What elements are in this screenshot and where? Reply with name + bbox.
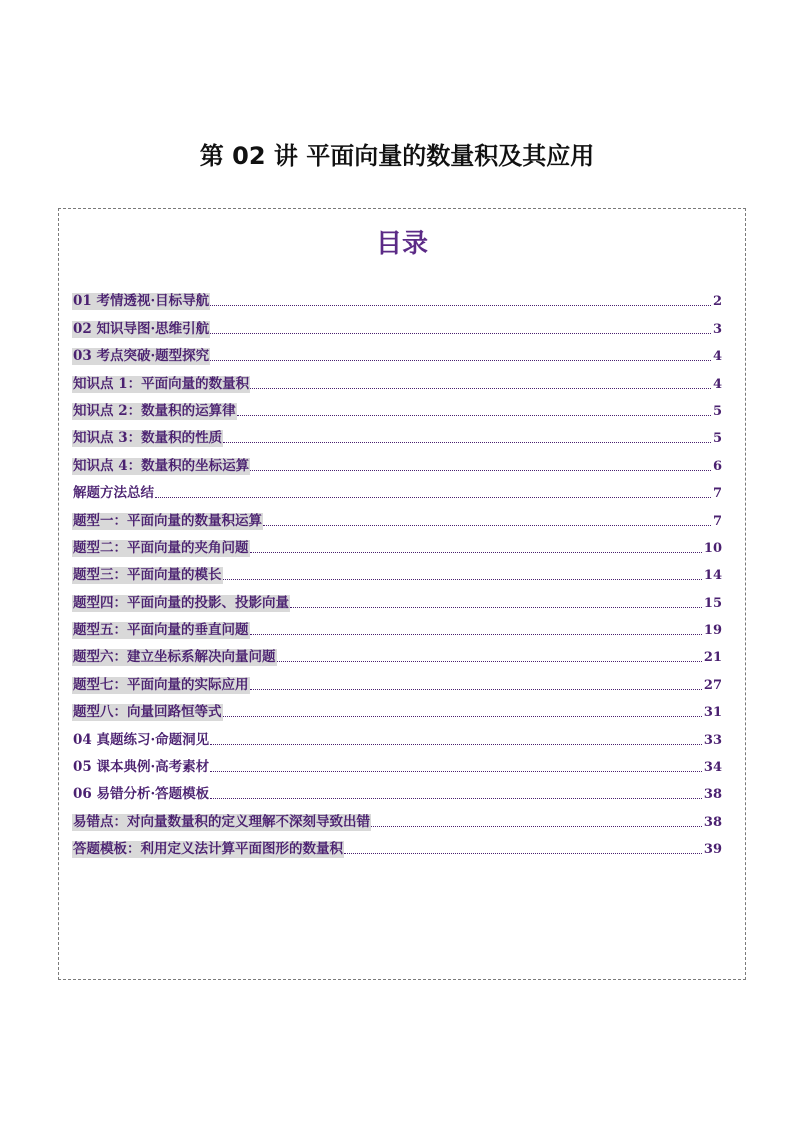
toc-leader-dots — [371, 826, 702, 827]
toc-leader-dots — [210, 771, 702, 772]
toc-entry-page: 2 — [712, 294, 722, 310]
toc-entry[interactable] — [72, 475, 722, 502]
toc-entry-page: 10 — [703, 540, 722, 556]
toc-entry[interactable] — [72, 447, 722, 474]
toc-entry-label: 答题模板：利用定义法计算平面图形的数量积 — [73, 841, 343, 858]
toc-entry-page: 34 — [703, 760, 722, 776]
toc-entry-label: 05 课本典例·高考素材 — [73, 759, 210, 776]
toc-entry-label: 题型八：向量回路恒等式 — [73, 704, 222, 721]
toc-entry[interactable] — [72, 749, 722, 776]
toc-leader-dots — [210, 360, 711, 361]
toc-entry[interactable] — [72, 283, 722, 310]
toc-entry-label: 06 易错分析·答题模板 — [73, 786, 210, 803]
toc-entry-page: 38 — [703, 787, 722, 803]
toc-entry[interactable] — [72, 393, 722, 420]
toc-entry-page: 7 — [712, 513, 722, 529]
toc-entry-page: 6 — [712, 458, 722, 474]
toc-entry[interactable] — [72, 803, 722, 830]
toc-leader-dots — [237, 415, 711, 416]
toc-entry-page: 14 — [703, 568, 722, 584]
toc-entry[interactable] — [72, 420, 722, 447]
toc-entry[interactable] — [72, 776, 722, 803]
page-title: 第 02 讲 平面向量的数量积及其应用 — [199, 142, 595, 170]
toc-entry-page: 19 — [703, 623, 722, 639]
toc-leader-dots — [250, 552, 702, 553]
toc-entry-page: 5 — [712, 403, 722, 419]
toc-leader-dots — [250, 470, 711, 471]
toc-leader-dots — [263, 525, 711, 526]
toc-entry[interactable] — [72, 612, 722, 639]
toc-leader-dots — [223, 442, 711, 443]
toc-leader-dots — [277, 661, 702, 662]
toc-entry[interactable] — [72, 365, 722, 392]
toc-entry-page: 7 — [712, 486, 722, 502]
toc-entry-label: 题型五：平面向量的垂直问题 — [73, 622, 249, 639]
toc-entry-page: 15 — [703, 595, 722, 611]
toc-entry-page: 33 — [703, 732, 722, 748]
toc-entry-label: 题型二：平面向量的夹角问题 — [73, 539, 249, 556]
toc-entry[interactable] — [72, 338, 722, 365]
toc-entry-label: 易错点：对向量数量积的定义理解不深刻导致出错 — [73, 813, 370, 830]
toc-entry-page: 3 — [712, 321, 722, 337]
toc-entry[interactable] — [72, 530, 722, 557]
toc-entry-label: 知识点 1：平面向量的数量积 — [73, 375, 250, 392]
toc-entry-label: 题型七：平面向量的实际应用 — [73, 676, 249, 693]
toc-entry-page: 39 — [703, 842, 722, 858]
toc-entry-page: 21 — [703, 650, 722, 666]
toc-entry-page: 31 — [703, 705, 722, 721]
toc-entry[interactable] — [72, 584, 722, 611]
toc-leader-dots — [250, 388, 711, 389]
toc-entry[interactable] — [72, 502, 722, 529]
toc-entry-label: 知识点 3：数量积的性质 — [73, 430, 223, 447]
toc-leader-dots — [155, 497, 711, 498]
toc-entry-label: 03 考点突破·题型探究 — [73, 348, 210, 365]
toc-entry[interactable] — [72, 831, 722, 858]
toc-entry-page: 27 — [703, 677, 722, 693]
toc-list — [72, 283, 722, 858]
toc-entry-label: 知识点 4：数量积的坐标运算 — [73, 457, 250, 474]
toc-leader-dots — [223, 716, 702, 717]
toc-leader-dots — [210, 744, 702, 745]
toc-entry[interactable] — [72, 694, 722, 721]
toc-leader-dots — [250, 689, 702, 690]
toc-entry-label: 解题方法总结 — [73, 485, 154, 502]
toc-entry-page: 38 — [703, 814, 722, 830]
toc-entry-page: 4 — [712, 376, 722, 392]
toc-heading: 目录 — [375, 229, 428, 259]
toc-entry[interactable] — [72, 639, 722, 666]
toc-leader-dots — [223, 579, 702, 580]
toc-leader-dots — [290, 607, 702, 608]
toc-entry-label: 题型六：建立坐标系解决向量问题 — [73, 649, 276, 666]
toc-entry-label: 04 真题练习·命题洞见 — [73, 731, 210, 748]
toc-entry-label: 题型一：平面向量的数量积运算 — [73, 512, 262, 529]
toc-entry-label: 题型三：平面向量的模长 — [73, 567, 222, 584]
toc-entry[interactable] — [72, 310, 722, 337]
toc-entry-label: 知识点 2：数量积的运算律 — [73, 402, 236, 419]
toc-entry-label: 02 知识导图·思维引航 — [73, 320, 210, 337]
toc-leader-dots — [210, 305, 711, 306]
toc-entry[interactable] — [72, 721, 722, 748]
toc-entry-page: 5 — [712, 431, 722, 447]
toc-leader-dots — [210, 333, 711, 334]
toc-entry[interactable] — [72, 666, 722, 693]
toc-leader-dots — [250, 634, 702, 635]
toc-entry[interactable] — [72, 557, 722, 584]
toc-entry-label: 01 考情透视·目标导航 — [73, 293, 210, 310]
toc-box — [58, 208, 746, 980]
toc-leader-dots — [210, 798, 702, 799]
toc-leader-dots — [344, 853, 702, 854]
toc-entry-label: 题型四：平面向量的投影、投影向量 — [73, 594, 289, 611]
toc-entry-page: 4 — [712, 349, 722, 365]
